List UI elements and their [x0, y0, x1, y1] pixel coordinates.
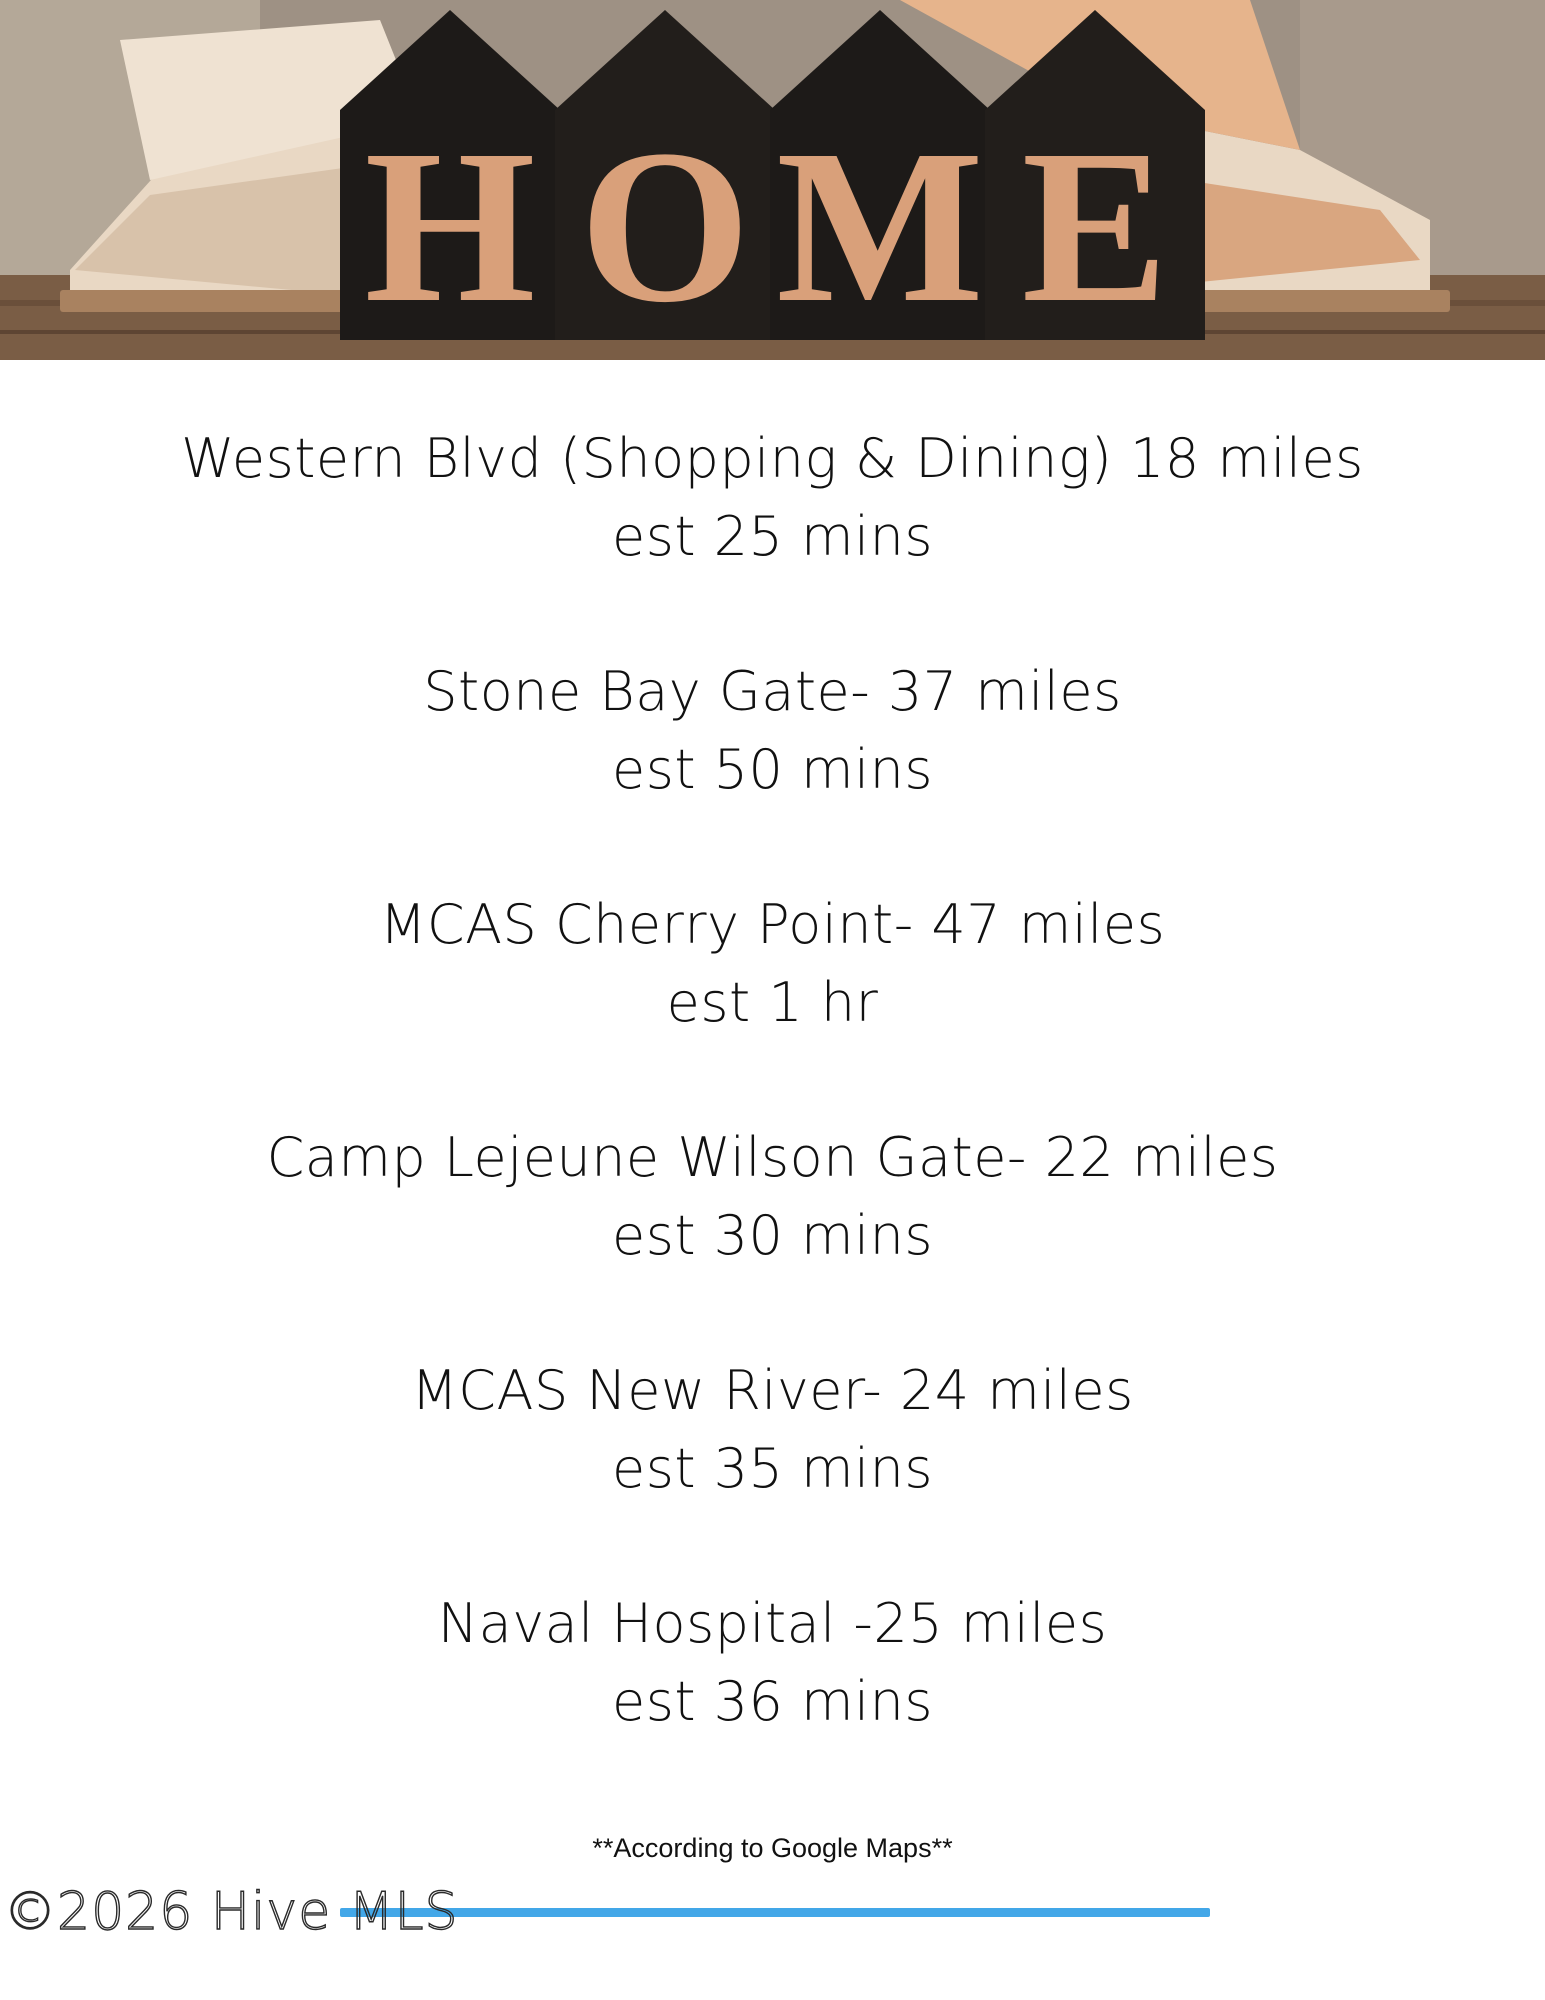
copyright-watermark: ©2026 Hive MLS: [4, 1882, 459, 1942]
place-distance: MCAS Cherry Point- 47 miles: [379, 893, 1166, 956]
travel-time: est 30 mins: [611, 1204, 934, 1267]
svg-text:H: H: [364, 104, 536, 348]
source-note: **According to Google Maps**: [592, 1833, 953, 1863]
travel-time: est 50 mins: [611, 738, 934, 801]
travel-time: est 1 hr: [666, 971, 879, 1034]
place-distance: Camp Lejeune Wilson Gate- 22 miles: [266, 1126, 1279, 1189]
list-item: [0, 1119, 1545, 1275]
travel-time: est 25 mins: [611, 505, 934, 568]
place-distance: Naval Hospital -25 miles: [437, 1592, 1108, 1655]
place-distance: Western Blvd (Shopping & Dining) 18 miles: [181, 427, 1364, 490]
svg-text:E: E: [1021, 104, 1169, 348]
divider-line: [340, 1908, 1210, 1917]
list-item: [0, 653, 1545, 809]
svg-text:M: M: [776, 104, 984, 348]
list-item: [0, 886, 1545, 1042]
svg-text:O: O: [579, 104, 751, 348]
home-blocks-illustration: [0, 0, 1545, 360]
list-item: [0, 1585, 1545, 1741]
travel-time: est 35 mins: [611, 1437, 934, 1500]
list-item: [0, 1352, 1545, 1508]
place-distance: Stone Bay Gate- 37 miles: [423, 660, 1122, 723]
travel-time: est 36 mins: [611, 1670, 934, 1733]
place-distance: MCAS New River- 24 miles: [411, 1359, 1134, 1422]
list-item: [0, 420, 1545, 576]
hero-image: [0, 0, 1545, 360]
